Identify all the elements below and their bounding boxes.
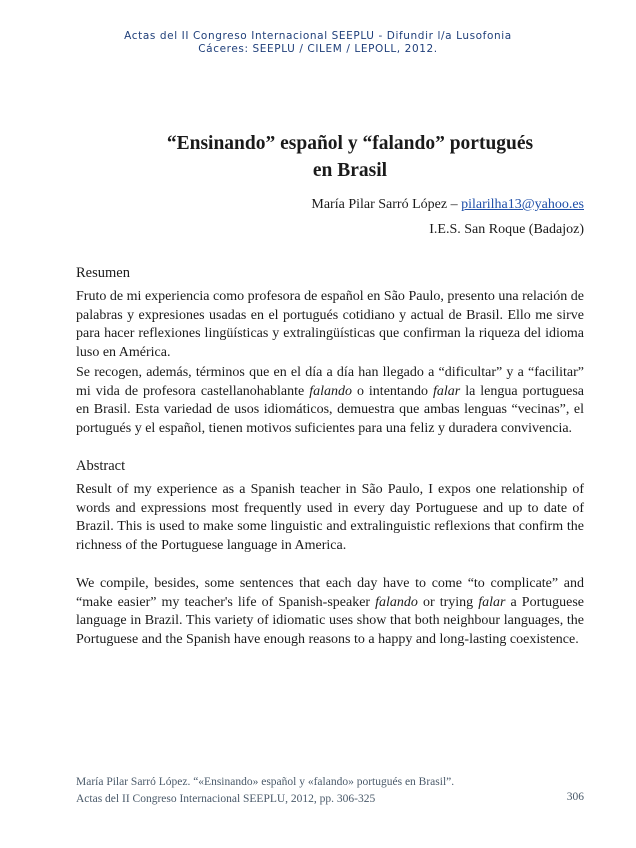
citation-line-1: María Pilar Sarró López. “«Ensinando» español y «falando» portugués en Brasil”. [76, 776, 455, 788]
resumen-paragraph-2 [76, 364, 584, 438]
abstract-p2-text-e: a Portuguese language in Brazil. This variety of idiomatic uses show that both neighbour languages, the Portuguese and the Spanish have enough reasons to a happy and long-lasting coexistence. [76, 594, 585, 647]
paper-title [120, 130, 580, 184]
resumen-heading: Resumen [76, 265, 130, 281]
citation-line-2: Actas del II Congreso Internacional SEEPLU, 2012, pp. 306-325 [76, 793, 376, 805]
author-email-link[interactable]: pilarilha13@yahoo.es [461, 197, 584, 212]
resumen-paragraph-1: Fruto de mi experiencia como profesora de español en São Paulo, presento una relación de palabras y expresiones usadas en el portugués cotidiano y actual de Brasil. Ello me sirve para hacer reflexiones lingüísticas y extralingüísticas que confirman la riqueza del idioma luso en América. [76, 289, 584, 360]
header-line-2: Cáceres: SEEPLU / CILEM / LEPOLL, 2012. [198, 43, 438, 55]
resumen-p2-italic-falar: falar [433, 383, 461, 399]
resumen-p2-italic-falando: falando [309, 383, 352, 399]
abstract-heading: Abstract [76, 458, 126, 474]
page-number: 306 [566, 791, 584, 803]
abstract-p2-italic-falar: falar [478, 594, 506, 610]
running-header [0, 30, 636, 56]
author-line [311, 197, 584, 213]
author-affiliation: I.E.S. San Roque (Badajoz) [429, 222, 584, 237]
resumen-p2-text-a: Se recogen, además, términos que en el día a día han llegado a “dificultar” y a “facilitar” mi vida de profesora castellanohablante [76, 365, 584, 399]
abstract-paragraph-2 [76, 575, 584, 649]
abstract-p2-text-a: We compile, besides, some sentences that each day have to come “to complicate” and “make easier” my teacher's life of Spanish-speaker [76, 576, 584, 610]
title-line-1: “Ensinando” español y “falando” portugués [166, 133, 534, 154]
resumen-p2-text-e: la lengua portuguesa en Brasil. Esta variedad de usos idiomáticos, demuestra que ambas lenguas “vecinas”, el portugués y el español, tienen motivos suficientes para una feliz y duradera convivencia. [76, 383, 584, 436]
abstract-p2-text-c: or trying [422, 594, 474, 610]
resumen-p2-text-c: o intentando [356, 383, 429, 399]
abstract-p2-italic-falando: falando [375, 594, 418, 610]
header-line-1: Actas del II Congreso Internacional SEEPLU - Difundir l/a Lusofonia [124, 30, 512, 42]
author-name: María Pilar Sarró López – [311, 197, 458, 212]
abstract-paragraph-1: Result of my experience as a Spanish teacher in São Paulo, I expos one relationship of words and expressions most frequently used in every day Portuguese and up to date of Brazil. This is used to make some linguistic and extralinguistic reflexions that confirm the richness of the Portuguese language in America. [76, 482, 584, 553]
title-line-2: en Brasil [312, 160, 388, 181]
citation-footer [76, 774, 584, 808]
